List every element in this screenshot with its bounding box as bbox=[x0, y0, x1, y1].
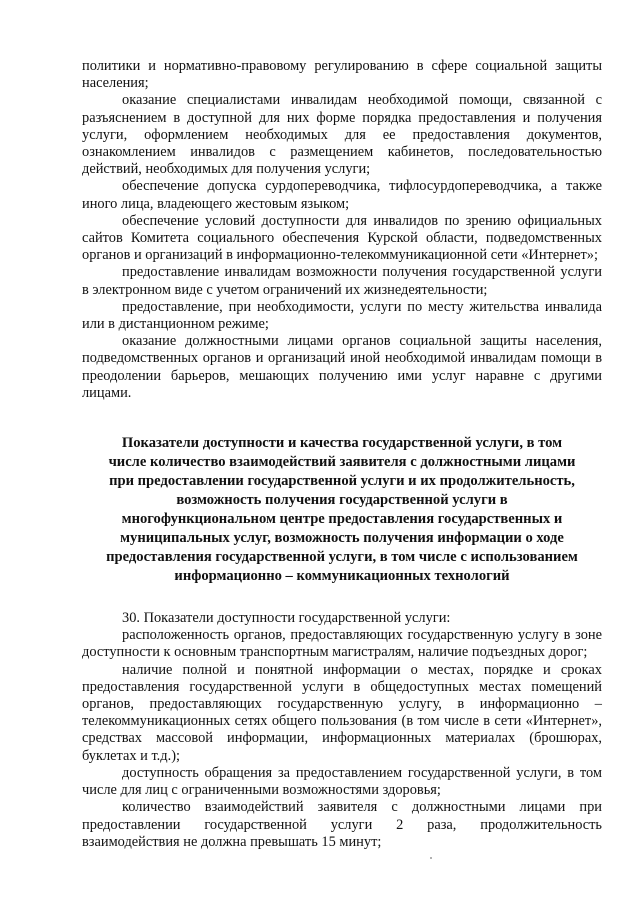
paragraph: предоставление, при необходимости, услуги по месту жительства инвалида или в дистанционном режиме; bbox=[82, 298, 602, 333]
paragraph: предоставление инвалидам возможности получения государственной услуги в электронном виде с учетом ограничений их жизнедеятельности; bbox=[82, 264, 602, 298]
list-item: количество взаимодействий заявителя с должностными лицами при предоставлении государственной услуги 2 раза, продолжительность взаимодействия не должна превышать 15 минут; bbox=[82, 799, 602, 850]
paragraph: политики и нормативно-правовому регулированию в сфере социальной защиты населения; bbox=[82, 58, 602, 92]
scan-speck bbox=[430, 857, 432, 859]
section-30-title: 30. Показатели доступности государственной услуги: bbox=[122, 610, 451, 627]
heading-line: информационно – коммуникационных технологий bbox=[174, 568, 510, 585]
heading-line: муниципальных услуг, возможность получения информации о ходе bbox=[120, 530, 564, 547]
heading-line: Показатели доступности и качества государственной услуги, в том bbox=[121, 435, 563, 452]
heading-line: возможность получения государственной услуги в bbox=[176, 492, 508, 509]
document-page bbox=[82, 58, 602, 851]
list-item: доступность обращения за предоставлением государственной услуги, в том числе для лиц с ограниченными возможностями здоровья; bbox=[82, 764, 602, 799]
list-item: наличие полной и понятной информации о местах, порядке и сроках предоставления государственной услуги в общедоступных местах помещений органов, предоставляющих государственную услугу, в информационно – телекоммуникационных сетях общего пользования (в том числе в сети «Интернет», средствах массовой информации, информационных материалах (брошюрах, буклетах и т.д.); bbox=[82, 661, 602, 764]
list-item: расположенность органов, предоставляющих государственную услугу в зоне доступности к основным транспортным магистралям, наличие подъездных дорог; bbox=[82, 627, 602, 661]
heading-line: при предоставлении государственной услуги и их продолжительность, bbox=[109, 473, 575, 490]
section-heading bbox=[82, 434, 602, 586]
paragraph: обеспечение допуска сурдопереводчика, тифлосурдопереводчика, а также иного лица, владеющего жестовым языком; bbox=[82, 178, 602, 212]
heading-line: предоставления государственной услуги, в том числе с использованием bbox=[106, 549, 578, 566]
heading-line: многофункциональном центре предоставления государственных и bbox=[121, 511, 563, 528]
paragraph: оказание должностными лицами органов социальной защиты населения, подведомственных органов и организаций иной необходимой инвалидам помощи в преодолении барьеров, мешающих получению ими услуг наравне с другими лицами. bbox=[82, 333, 602, 401]
heading-line: числе количество взаимодействий заявителя с должностными лицами bbox=[108, 454, 576, 471]
paragraph: оказание специалистами инвалидам необходимой помощи, связанной с разъяснением в доступной для них форме порядка предоставления и получения услуги, оформлением необходимых для ее предоставления документов, ознакомлением инвалидов с размещением кабинетов, последовательностью действий, необходимых для получения услуги; bbox=[82, 92, 602, 178]
paragraph: обеспечение условий доступности для инвалидов по зрению официальных сайтов Комитета социального обеспечения Курской области, подведомственных органов и организаций в информационно-телекоммуникационной сети «Интернет»; bbox=[82, 212, 602, 264]
